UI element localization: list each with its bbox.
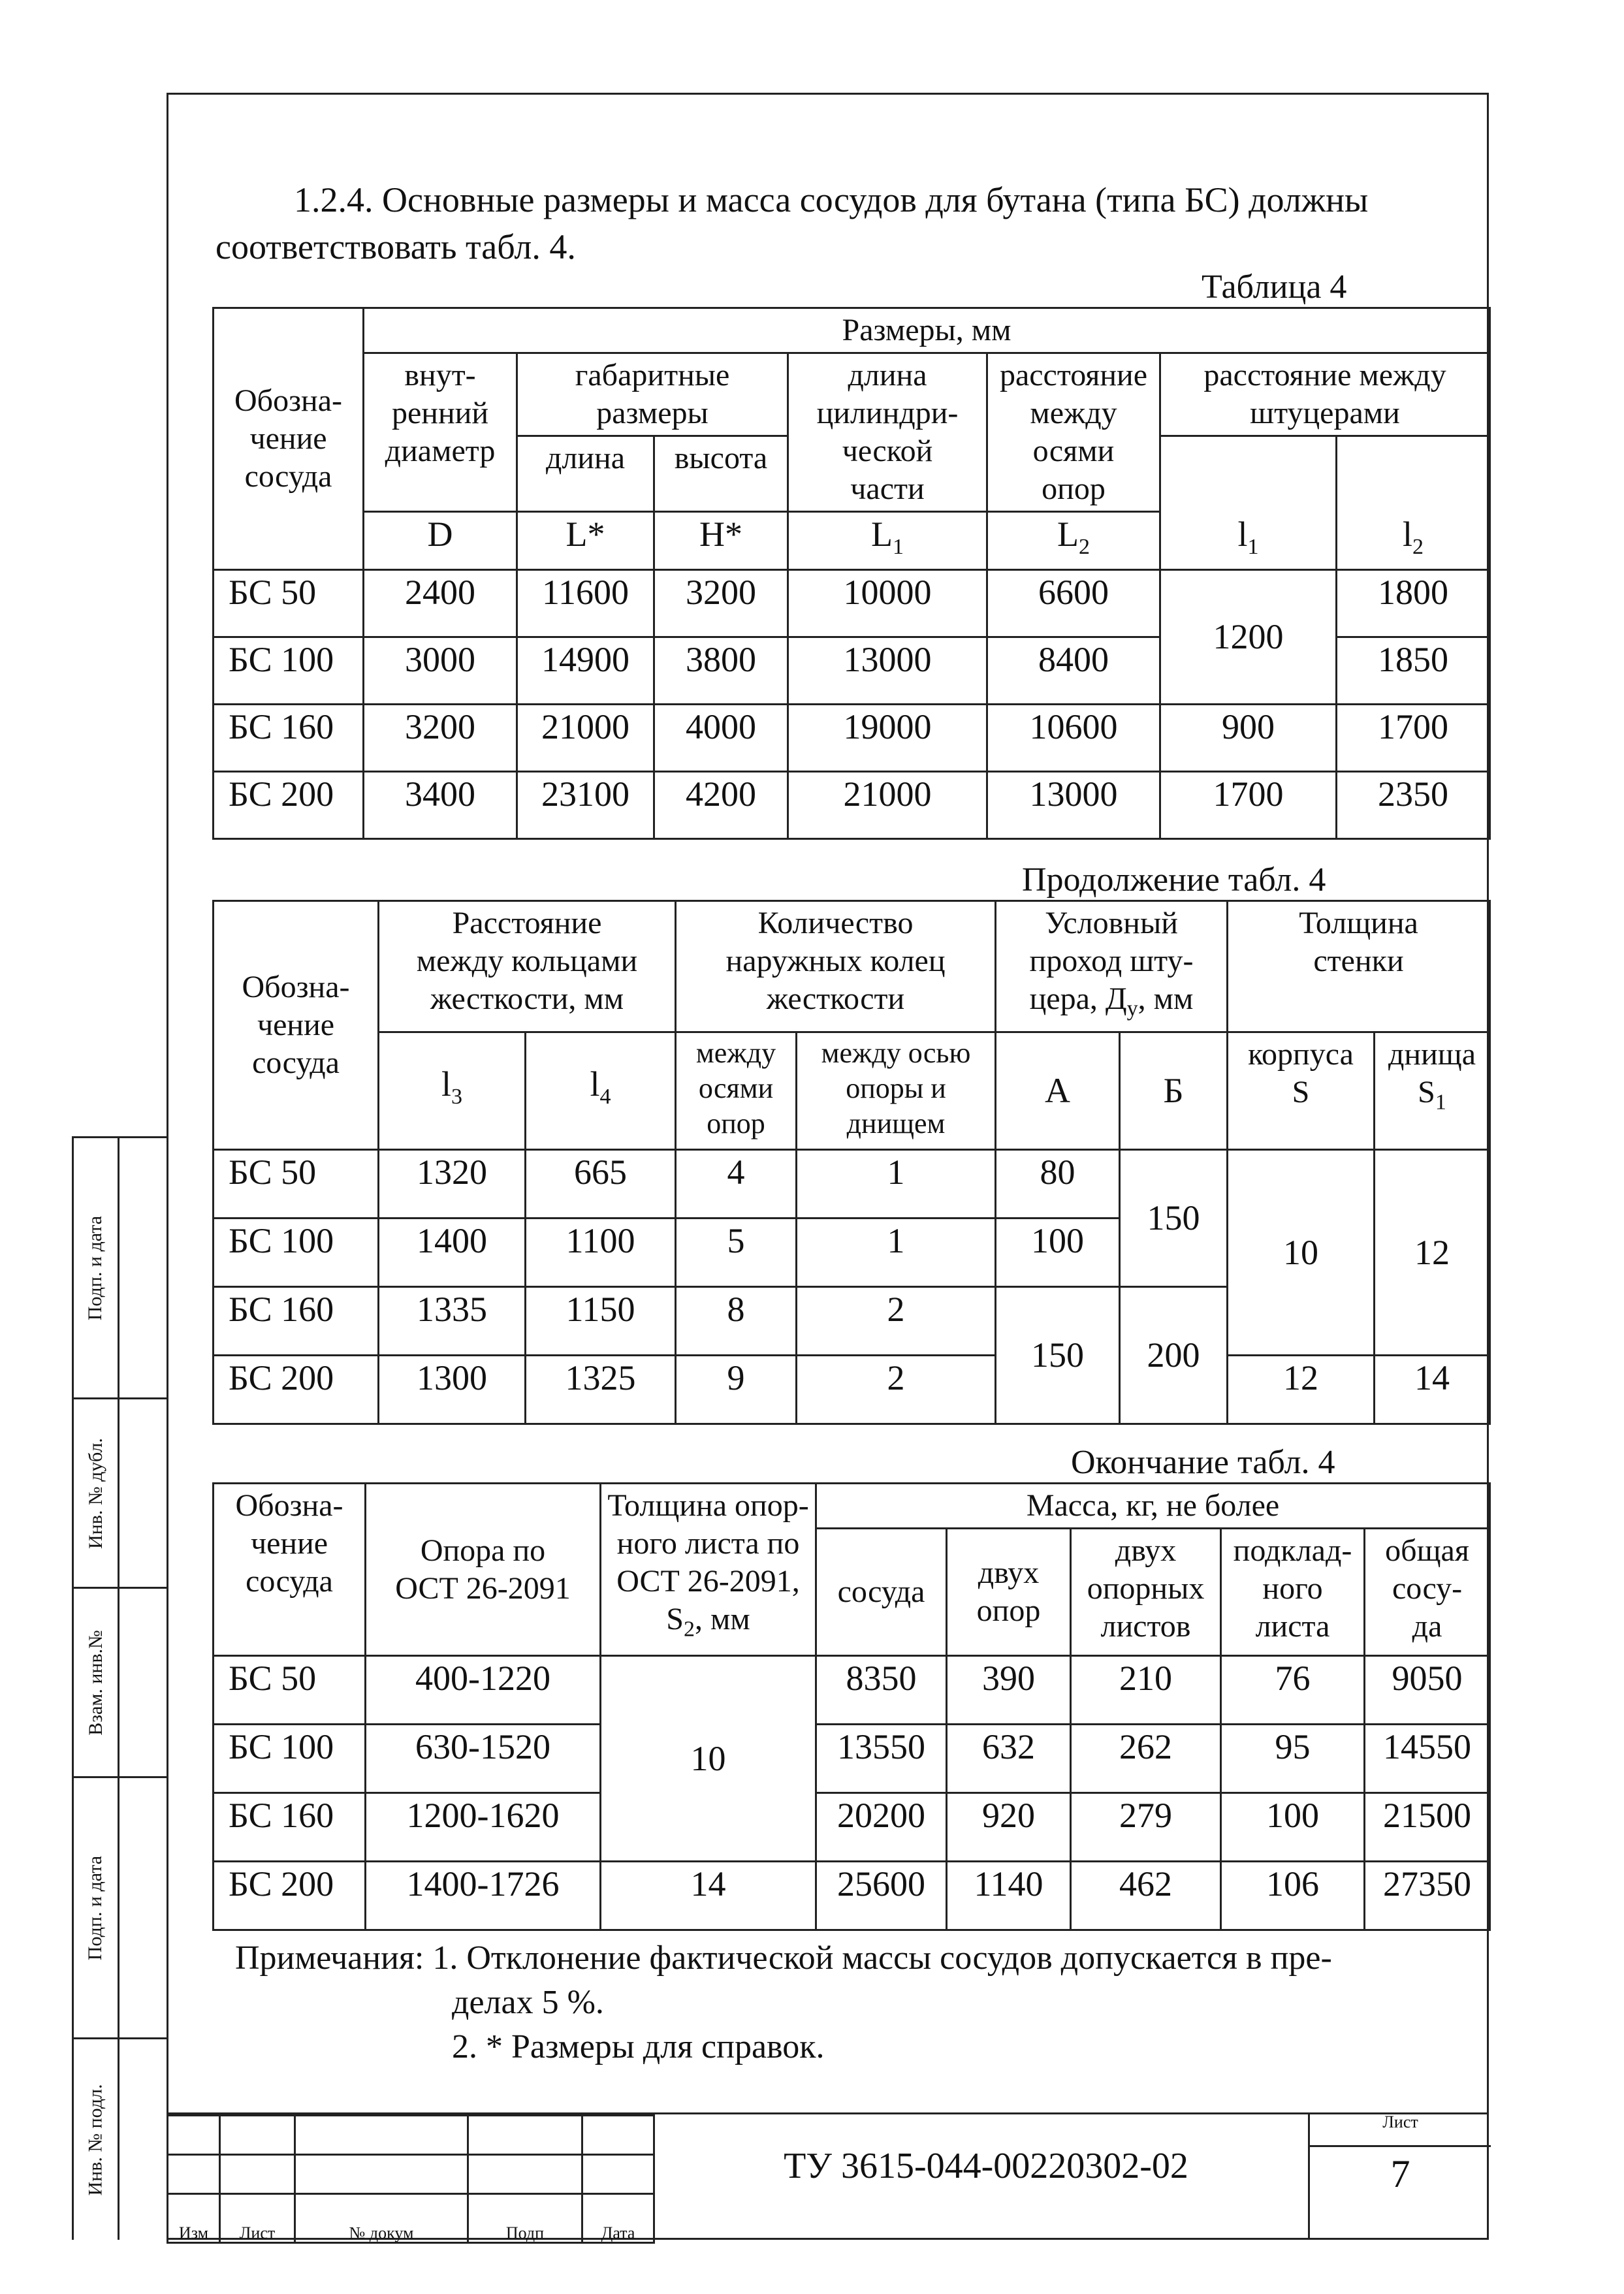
text: l <box>1403 515 1413 554</box>
table-cell: 100 <box>996 1218 1120 1286</box>
subscript: у <box>1126 996 1138 1021</box>
table-cell: 9050 <box>1365 1656 1490 1725</box>
table-cell: 3800 <box>654 637 788 704</box>
t3-h-two-plates: двух опорных листов <box>1071 1529 1221 1656</box>
side-row-sig-date-1 <box>74 1138 167 1399</box>
t1-sym-l: L* <box>517 512 654 570</box>
table-cell: 13550 <box>816 1725 947 1793</box>
table-cell: 3400 <box>364 771 517 838</box>
table-cell: БС 160 <box>214 1793 366 1862</box>
table2 <box>212 900 1491 1425</box>
t3-plate-merged: 10 <box>601 1656 816 1862</box>
table-cell: 4 <box>676 1149 797 1218</box>
text: l <box>441 1064 451 1104</box>
table-cell: 8400 <box>987 637 1160 704</box>
table-cell: 1850 <box>1337 637 1490 704</box>
table-cell: 80 <box>996 1149 1120 1218</box>
t2-sym-b: Б <box>1120 1032 1228 1149</box>
sheet-label: Лист <box>1310 2112 1491 2147</box>
table-cell <box>582 2155 654 2194</box>
table-cell: 14 <box>601 1862 816 1930</box>
t1-h-inner: внут- ренний диаметр <box>364 353 517 512</box>
table-cell: 21000 <box>517 704 654 771</box>
table-cell: 390 <box>947 1656 1071 1725</box>
t1-h-supports: расстояние между осями опор <box>987 353 1160 512</box>
table1-caption: Таблица 4 <box>1202 268 1347 306</box>
table-cell <box>295 2155 468 2194</box>
t2-h-count: Количество наружных колец жесткости <box>676 901 996 1032</box>
t3-h-pad: подклад- ного листа <box>1221 1529 1365 1656</box>
intro-paragraph <box>215 176 1515 270</box>
table-cell: 25600 <box>816 1862 947 1930</box>
subscript: 2 <box>683 1617 695 1642</box>
table-cell: 21000 <box>788 771 987 838</box>
table-cell: 1400-1726 <box>366 1862 601 1930</box>
t1-h-sizes: Размеры, мм <box>364 308 1490 353</box>
t1-h-length: длина <box>517 436 654 512</box>
title-block-grid <box>167 2114 655 2244</box>
table-cell: БС 100 <box>214 1218 379 1286</box>
table-cell <box>582 2116 654 2155</box>
t2-h-between-axis: между осью опоры и днищем <box>797 1032 996 1149</box>
table-cell: 1150 <box>526 1286 676 1355</box>
t3-h-plate <box>601 1484 816 1656</box>
document-code: ТУ 3615-044-00220302-02 <box>784 2146 1188 2186</box>
subscript: 2 <box>1412 534 1424 559</box>
table-cell: 14550 <box>1365 1725 1490 1793</box>
t3-h-mass: Масса, кг, не более <box>816 1484 1490 1529</box>
table-cell: 1 <box>797 1149 996 1218</box>
table-cell: 76 <box>1221 1656 1365 1725</box>
side-label: Взам. инв.№ <box>84 1629 106 1736</box>
t2-b-merged-top: 150 <box>1120 1149 1228 1286</box>
table-cell: БС 100 <box>214 637 364 704</box>
side-stamp-strip <box>72 1136 167 2240</box>
subscript: 1 <box>1435 1090 1446 1115</box>
note-line-2: делах 5 %. <box>452 1984 604 2021</box>
table-cell: 1100 <box>526 1218 676 1286</box>
subscript: 4 <box>599 1084 611 1109</box>
table-row <box>214 704 1490 771</box>
text: днища <box>1388 1036 1476 1072</box>
table-row <box>214 771 1490 838</box>
t1-l1-merged: 1200 <box>1160 569 1337 704</box>
t2-sym-a: А <box>996 1032 1120 1149</box>
t1-h-overall: габаритные размеры <box>517 353 788 436</box>
table-cell: 630-1520 <box>366 1725 601 1793</box>
t2-h-wall: Толщина стенки <box>1228 901 1490 1032</box>
table-cell: 19000 <box>788 704 987 771</box>
table-cell <box>295 2116 468 2155</box>
table-cell: 2 <box>797 1286 996 1355</box>
text: S <box>666 1602 684 1636</box>
side-row-orig-no <box>74 2039 167 2240</box>
table-row <box>214 1862 1490 1930</box>
table-cell <box>468 2116 582 2155</box>
table-row <box>214 1355 1490 1424</box>
text: , мм <box>694 1602 750 1636</box>
table-cell: 100 <box>1221 1793 1365 1862</box>
t2-sym-l3 <box>379 1032 526 1149</box>
text: l <box>590 1064 600 1104</box>
stamp-col-sign: Подп <box>468 2194 582 2243</box>
t3-h-support: Опора по ОСТ 26-2091 <box>366 1484 601 1656</box>
t3-h-total: общая сосу- да <box>1365 1529 1490 1656</box>
t1-sym-sup <box>987 512 1160 570</box>
table-cell: 14900 <box>517 637 654 704</box>
intro-line-1: 1.2.4. Основные размеры и масса сосудов для бутана (типа БС) должны <box>294 180 1369 219</box>
table1 <box>212 307 1491 840</box>
side-label: Инв. № подл. <box>84 2084 106 2195</box>
sheet-box <box>1308 2112 1491 2240</box>
table-cell: 8350 <box>816 1656 947 1725</box>
table-row <box>214 1725 1490 1793</box>
table-row <box>214 901 1490 1032</box>
subscript: 1 <box>893 534 904 559</box>
table-cell: 3200 <box>364 704 517 771</box>
t1-sym-l2 <box>1337 436 1490 570</box>
table-cell: 4200 <box>654 771 788 838</box>
table-cell: 11600 <box>517 569 654 637</box>
table-cell: БС 200 <box>214 1355 379 1424</box>
table-cell: 1800 <box>1337 569 1490 637</box>
table-cell: 3200 <box>654 569 788 637</box>
table-cell: БС 50 <box>214 569 364 637</box>
table-cell: 1200-1620 <box>366 1793 601 1862</box>
text: корпуса <box>1248 1036 1354 1072</box>
table-cell: 1325 <box>526 1355 676 1424</box>
side-label: Подп. и дата <box>84 1215 106 1320</box>
table-cell: БС 200 <box>214 771 364 838</box>
sheet-number: 7 <box>1390 2152 1410 2195</box>
t2-s1-merged: 12 <box>1375 1149 1490 1355</box>
table-cell: 13000 <box>788 637 987 704</box>
t3-h-two-supports: двух опор <box>947 1529 1071 1656</box>
t2-sym-l4 <box>526 1032 676 1149</box>
table3 <box>212 1482 1491 1931</box>
t2-a-merged: 150 <box>996 1286 1120 1424</box>
subscript: 2 <box>1079 534 1090 559</box>
table-cell: БС 200 <box>214 1862 366 1930</box>
table-cell: БС 50 <box>214 1656 366 1725</box>
table-cell: 1140 <box>947 1862 1071 1930</box>
table-row <box>214 1032 1490 1149</box>
table-row <box>214 308 1490 353</box>
table-cell: 210 <box>1071 1656 1221 1725</box>
table-cell: 1700 <box>1337 704 1490 771</box>
t1-sym-cyl <box>788 512 987 570</box>
table-cell: 2400 <box>364 569 517 637</box>
table-cell: 20200 <box>816 1793 947 1862</box>
table-cell: 12 <box>1228 1355 1375 1424</box>
text: L <box>1057 515 1079 554</box>
t2-h-between-supports: между осями опор <box>676 1032 797 1149</box>
table-cell: 8 <box>676 1286 797 1355</box>
table-cell: 262 <box>1071 1725 1221 1793</box>
t2-h-bottom <box>1375 1032 1490 1149</box>
table-cell: 14 <box>1375 1355 1490 1424</box>
table-cell: 1320 <box>379 1149 526 1218</box>
t1-h-nozzles: расстояние между штуцерами <box>1160 353 1490 436</box>
t3-h-designation: Обозна- чение сосуда <box>214 1484 366 1656</box>
stamp-col-date: Дата <box>582 2194 654 2243</box>
table-cell: 279 <box>1071 1793 1221 1862</box>
table-cell: 13000 <box>987 771 1160 838</box>
table-row <box>214 353 1490 436</box>
note-line-1: Примечания: 1. Отклонение фактической массы сосудов допускается в пре- <box>235 1939 1332 1977</box>
table-cell: 462 <box>1071 1862 1221 1930</box>
t1-h-cyl: длина цилиндри- ческой части <box>788 353 987 512</box>
table-row <box>168 2116 654 2155</box>
t3-h-vessel: сосуда <box>816 1529 947 1656</box>
table-cell <box>168 2155 220 2194</box>
t1-h-designation: Обозна- чение сосуда <box>214 308 364 570</box>
table-cell: 1335 <box>379 1286 526 1355</box>
table-row <box>214 569 1490 637</box>
side-row-dup-no <box>74 1399 167 1589</box>
t1-sym-d: D <box>364 512 517 570</box>
table-cell: БС 160 <box>214 1286 379 1355</box>
table-cell: БС 160 <box>214 704 364 771</box>
table-cell: 95 <box>1221 1725 1365 1793</box>
text: Толщина опор- ного листа по ОСТ 26-2091, <box>607 1488 809 1599</box>
side-row-sig-date-2 <box>74 1778 167 2039</box>
stamp-col-izm: Изм <box>168 2194 220 2243</box>
side-row-replace-no <box>74 1589 167 1778</box>
table-cell: 2 <box>797 1355 996 1424</box>
table-row <box>168 2155 654 2194</box>
t2-h-designation: Обозна- чение сосуда <box>214 901 379 1150</box>
table-cell <box>220 2116 295 2155</box>
table-cell: 6600 <box>987 569 1160 637</box>
table-cell <box>220 2155 295 2194</box>
table-cell <box>168 2116 220 2155</box>
table-cell: 1700 <box>1160 771 1337 838</box>
text: S <box>1292 1074 1310 1109</box>
table-cell: БС 50 <box>214 1149 379 1218</box>
text: S <box>1418 1074 1435 1109</box>
t2-h-rings: Расстояние между кольцами жесткости, мм <box>379 901 676 1032</box>
stamp-col-doc: № докум <box>295 2194 468 2243</box>
text: l <box>1237 515 1248 554</box>
table-cell: 27350 <box>1365 1862 1490 1930</box>
t1-sym-h: H* <box>654 512 788 570</box>
text: L <box>871 515 893 554</box>
text: Условный проход шту- цера, Д <box>1029 906 1194 1016</box>
table-cell: 2350 <box>1337 771 1490 838</box>
notes <box>235 1936 1332 2069</box>
table-cell <box>468 2155 582 2194</box>
table-cell: 900 <box>1160 704 1337 771</box>
table-row <box>214 1149 1490 1218</box>
table-cell: 10000 <box>788 569 987 637</box>
subscript: 1 <box>1247 534 1259 559</box>
table-cell: 1400 <box>379 1218 526 1286</box>
subscript: 3 <box>451 1084 462 1109</box>
table-cell: 920 <box>947 1793 1071 1862</box>
stamp-col-list: Лист <box>220 2194 295 2243</box>
table3-caption: Окончание табл. 4 <box>1071 1444 1335 1481</box>
table-cell: БС 100 <box>214 1725 366 1793</box>
t2-b-merged-bottom: 200 <box>1120 1286 1228 1424</box>
table-cell: 632 <box>947 1725 1071 1793</box>
t1-h-height: высота <box>654 436 788 512</box>
table-row <box>214 1656 1490 1725</box>
text: , мм <box>1138 981 1194 1016</box>
intro-line-2: соответствовать табл. 4. <box>215 227 576 266</box>
table-cell: 106 <box>1221 1862 1365 1930</box>
table-cell: 21500 <box>1365 1793 1490 1862</box>
table-row <box>168 2194 654 2243</box>
table-cell: 665 <box>526 1149 676 1218</box>
table-cell: 1300 <box>379 1355 526 1424</box>
side-label: Подп. и дата <box>84 1855 106 1960</box>
table-cell: 23100 <box>517 771 654 838</box>
table-cell: 5 <box>676 1218 797 1286</box>
table-cell: 10600 <box>987 704 1160 771</box>
table-row <box>214 1484 1490 1529</box>
t1-sym-l1 <box>1160 436 1337 570</box>
table-cell: 4000 <box>654 704 788 771</box>
table-cell: 9 <box>676 1355 797 1424</box>
table-cell: 1 <box>797 1218 996 1286</box>
table-cell: 3000 <box>364 637 517 704</box>
t2-h-pass <box>996 901 1228 1032</box>
table-cell: 400-1220 <box>366 1656 601 1725</box>
t2-h-body <box>1228 1032 1375 1149</box>
t2-s-merged: 10 <box>1228 1149 1375 1355</box>
table2-caption: Продолжение табл. 4 <box>1022 861 1326 899</box>
side-label: Инв. № дубл. <box>84 1437 106 1549</box>
note-line-3: 2. * Размеры для справок. <box>452 2028 825 2065</box>
table-row <box>214 1793 1490 1862</box>
